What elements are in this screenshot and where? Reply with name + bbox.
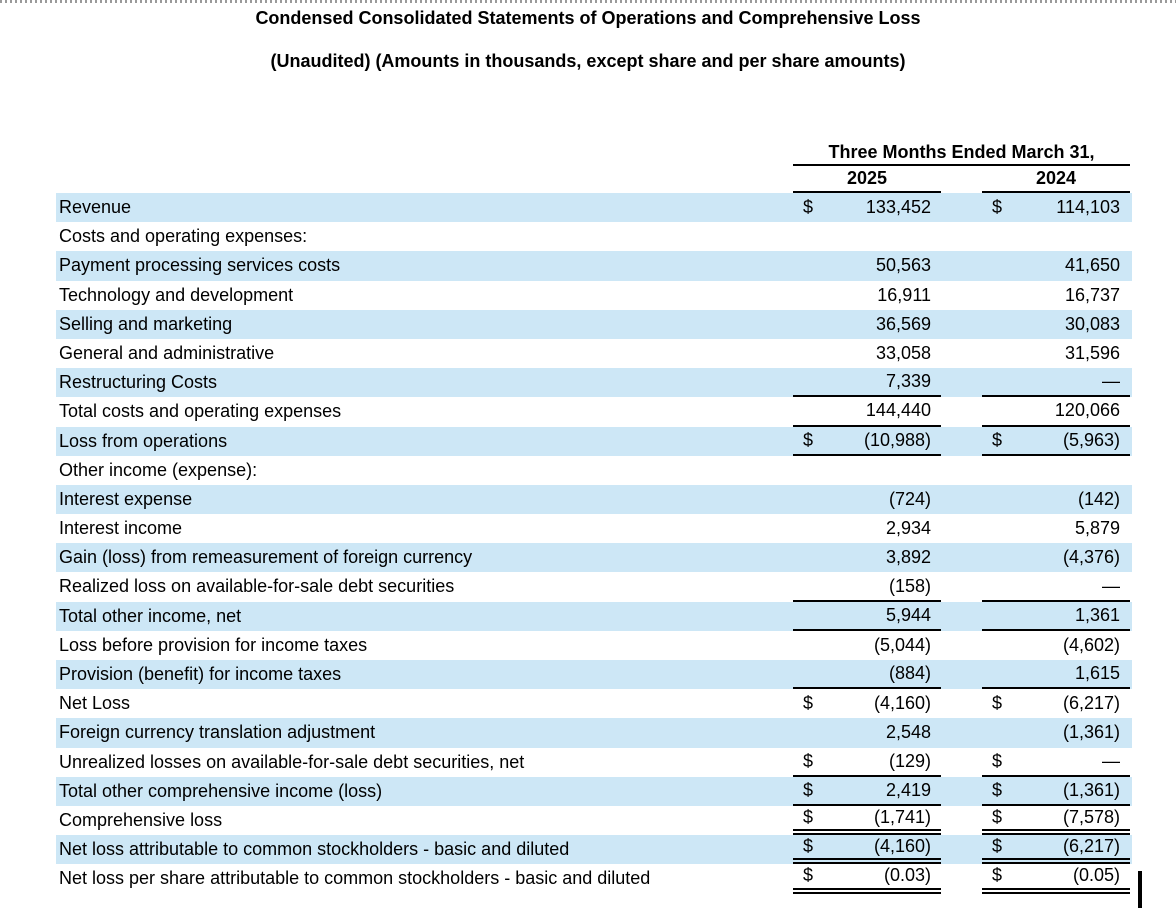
row-label: Unrealized losses on available-for-sale debt securities, net	[59, 751, 525, 772]
row-label: Loss from operations	[59, 430, 228, 451]
value-cell-2025	[793, 835, 941, 864]
currency-symbol: $	[803, 197, 814, 218]
value: (5,044)	[873, 634, 931, 655]
currency-symbol: $	[803, 865, 814, 886]
row-label: Net loss per share attributable to common stockholders - basic and diluted	[59, 868, 651, 889]
value: (7,578)	[1062, 807, 1120, 828]
value-cell-2025	[793, 864, 941, 893]
currency-symbol: $	[992, 429, 1003, 450]
table-row-comprehensive-loss	[56, 806, 1132, 835]
row-label: Realized loss on available-for-sale debt securities	[59, 576, 455, 597]
row-label: Revenue	[59, 197, 132, 217]
value: 5,944	[885, 604, 931, 625]
value-cell-2024	[982, 427, 1130, 456]
year-header-row	[793, 166, 1130, 193]
row-label: Net loss attributable to common stockholders - basic and diluted	[59, 839, 570, 860]
value-cell-2024	[982, 806, 1130, 835]
value-cell-2025	[793, 251, 941, 280]
value-cell-2025	[793, 572, 941, 601]
value-cell-2025	[793, 602, 941, 631]
value-cell-2024	[982, 193, 1130, 222]
currency-symbol: $	[992, 693, 1003, 714]
value: 2,548	[885, 722, 931, 743]
value-cell-2025	[793, 514, 941, 543]
value-cell-2024	[982, 631, 1130, 660]
table-row-fx-translation	[56, 718, 1132, 747]
value-cell-2024	[982, 485, 1130, 514]
value-cell-2024	[982, 456, 1130, 485]
value-cell-2024	[982, 251, 1130, 280]
table-row-net-loss-per-share	[56, 864, 1132, 893]
currency-symbol: $	[803, 836, 814, 857]
row-label: Total other comprehensive income (loss)	[59, 780, 383, 801]
value-cell-2025	[793, 806, 941, 835]
column-header-2025: 2025	[793, 166, 941, 193]
table-row-general-admin	[56, 339, 1132, 368]
table-row-realized-loss	[56, 572, 1132, 601]
value: 41,650	[1064, 255, 1120, 276]
value-cell-2025	[793, 368, 941, 397]
table-row-payment-processing	[56, 251, 1132, 280]
row-label: Net Loss	[59, 693, 131, 714]
value-cell-2024	[982, 339, 1130, 368]
value-cell-2024	[982, 777, 1130, 806]
row-label: Costs and operating expenses:	[59, 226, 308, 247]
currency-symbol: $	[803, 807, 814, 828]
value-cell-2024	[982, 543, 1130, 572]
value-cell-2024	[982, 514, 1130, 543]
table-row-net-loss	[56, 689, 1132, 718]
period-header: Three Months Ended March 31,	[793, 140, 1130, 166]
value-cell-2025	[793, 193, 941, 222]
value-cell-2024	[982, 835, 1130, 864]
value: 36,569	[875, 313, 931, 334]
table-row-provision-taxes	[56, 660, 1132, 689]
value-cell-2025	[793, 631, 941, 660]
table-row-net-loss-attributable	[56, 835, 1132, 864]
value-cell-2025	[793, 427, 941, 456]
row-label: Interest expense	[59, 488, 193, 509]
currency-symbol: $	[992, 807, 1003, 828]
statement-subtitle: (Unaudited) (Amounts in thousands, except share and per share amounts)	[270, 51, 906, 71]
row-label: Foreign currency translation adjustment	[59, 722, 376, 743]
value: 5,879	[1074, 518, 1120, 539]
row-label: Total other income, net	[59, 605, 242, 626]
currency-symbol: $	[992, 836, 1003, 857]
row-label: Selling and marketing	[59, 313, 233, 334]
value: —	[1102, 750, 1120, 771]
table-row-total-other-comprehensive	[56, 777, 1132, 806]
value: (4,160)	[873, 836, 931, 857]
value-cell-2024	[982, 572, 1130, 601]
value: 133,452	[865, 197, 931, 218]
value-cell-2025	[793, 689, 941, 718]
table-row-costs-header	[56, 222, 1132, 251]
table-row-restructuring	[56, 368, 1132, 397]
value: (1,361)	[1062, 779, 1120, 800]
value-cell-2024	[982, 222, 1130, 251]
financial-statement-table	[56, 140, 1132, 894]
table-row-loss-before-taxes	[56, 631, 1132, 660]
value: 16,911	[877, 284, 931, 305]
value-cell-2025	[793, 718, 941, 747]
page-boundary-dotted-line	[0, 0, 1176, 3]
currency-symbol: $	[992, 779, 1003, 800]
table-row-revenue	[56, 193, 1132, 222]
value-cell-2024	[982, 281, 1130, 310]
value: 33,058	[875, 343, 931, 364]
statement-title: Condensed Consolidated Statements of Operations and Comprehensive Loss	[255, 8, 921, 28]
value: 120,066	[1054, 400, 1120, 421]
row-label: Provision (benefit) for income taxes	[59, 664, 342, 684]
table-row-loss-from-operations	[56, 427, 1132, 456]
value-cell-2025	[793, 397, 941, 426]
value: (142)	[1077, 488, 1120, 509]
row-label: Gain (loss) from remeasurement of foreign currency	[59, 547, 473, 568]
value-cell-2025	[793, 222, 941, 251]
value-cell-2025	[793, 456, 941, 485]
value: (5,963)	[1062, 429, 1120, 450]
row-label: Restructuring Costs	[59, 372, 218, 393]
value: 16,737	[1064, 284, 1120, 305]
text-cursor	[1138, 871, 1142, 908]
value-cell-2024	[982, 748, 1130, 777]
row-label: Technology and development	[59, 284, 294, 305]
value-cell-2025	[793, 281, 941, 310]
column-gap	[941, 166, 982, 193]
value: (1,361)	[1062, 722, 1120, 743]
value: 2,419	[885, 779, 931, 800]
value-cell-2024	[982, 864, 1130, 893]
row-label: General and administrative	[59, 342, 275, 363]
row-label: Interest income	[59, 518, 183, 539]
value-cell-2025	[793, 660, 941, 689]
value: (4,376)	[1062, 547, 1120, 568]
currency-symbol: $	[803, 750, 814, 771]
value: 1,361	[1074, 604, 1120, 625]
currency-symbol: $	[992, 750, 1003, 771]
currency-symbol: $	[803, 693, 814, 714]
row-label: Other income (expense):	[59, 459, 258, 480]
value-cell-2025	[793, 310, 941, 339]
value: 3,892	[885, 547, 931, 568]
table-row-interest-income	[56, 514, 1132, 543]
table-row-technology	[56, 281, 1132, 310]
value: (1,741)	[873, 807, 931, 828]
value-cell-2025	[793, 485, 941, 514]
table-row-fx-remeasurement	[56, 543, 1132, 572]
row-label: Loss before provision for income taxes	[59, 634, 368, 655]
value: (724)	[888, 488, 931, 509]
table-row-selling-marketing	[56, 310, 1132, 339]
column-header-2024: 2024	[982, 166, 1130, 193]
currency-symbol: $	[803, 779, 814, 800]
value: 30,083	[1064, 313, 1120, 334]
value-cell-2024	[982, 310, 1130, 339]
value-cell-2024	[982, 660, 1130, 689]
value: (158)	[888, 575, 931, 596]
row-label: Total costs and operating expenses	[59, 401, 342, 422]
value-cell-2025	[793, 777, 941, 806]
value: 50,563	[875, 255, 931, 276]
value: 1,615	[1074, 663, 1120, 684]
value: (6,217)	[1062, 693, 1120, 714]
currency-symbol: $	[992, 865, 1003, 886]
currency-symbol: $	[992, 197, 1003, 218]
table-row-unrealized-losses	[56, 748, 1132, 777]
value-cell-2024	[982, 718, 1130, 747]
value: —	[1102, 371, 1120, 392]
value: 144,440	[865, 400, 931, 421]
value: (129)	[888, 750, 931, 771]
value: —	[1102, 575, 1120, 596]
value-cell-2024	[982, 689, 1130, 718]
value: 7,339	[885, 371, 931, 392]
currency-symbol: $	[803, 429, 814, 450]
value: 2,934	[885, 518, 931, 539]
value: (10,988)	[863, 429, 931, 450]
value-cell-2024	[982, 368, 1130, 397]
row-label: Payment processing services costs	[59, 255, 341, 276]
table-row-interest-expense	[56, 485, 1132, 514]
value-cell-2024	[982, 397, 1130, 426]
table-row-total-other-income	[56, 602, 1132, 631]
value-cell-2025	[793, 339, 941, 368]
row-label: Comprehensive loss	[59, 809, 223, 830]
value: 31,596	[1064, 343, 1120, 364]
value-cell-2025	[793, 543, 941, 572]
value-cell-2024	[982, 602, 1130, 631]
value: 114,103	[1056, 197, 1120, 218]
value: (4,160)	[873, 693, 931, 714]
value: (0.03)	[883, 865, 931, 886]
value-cell-2025	[793, 748, 941, 777]
table-row-other-income-header	[56, 456, 1132, 485]
value: (4,602)	[1062, 634, 1120, 655]
value: (884)	[888, 663, 931, 684]
value: (0.05)	[1072, 865, 1120, 886]
value: (6,217)	[1062, 836, 1120, 857]
table-row-total-costs	[56, 397, 1132, 426]
